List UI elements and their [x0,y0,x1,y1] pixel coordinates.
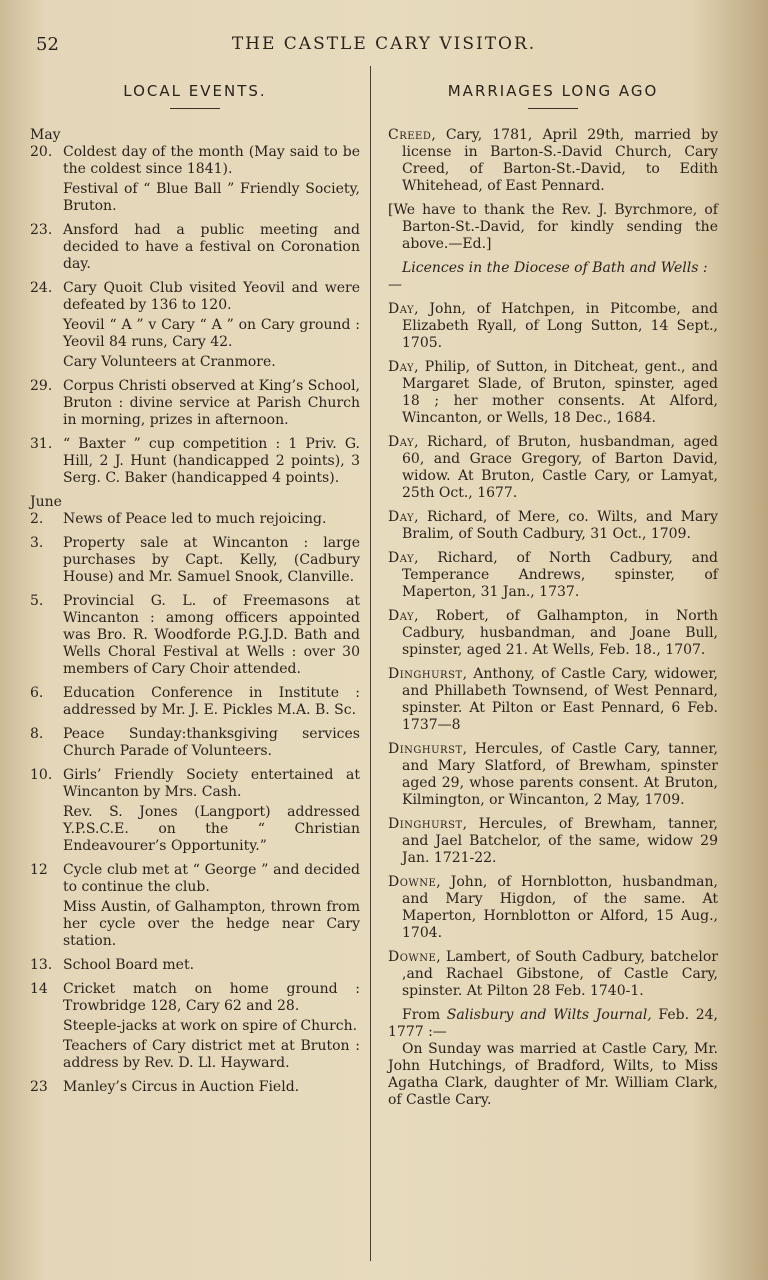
page-header [0,30,768,60]
events-list [30,127,360,1096]
from-source-line [388,1007,718,1041]
event-day: 24. [30,280,53,296]
column-divider [370,66,371,1261]
from-prefix: From [402,1007,447,1023]
event-item [30,280,360,371]
sunday-marriage: On Sunday was married at Castle Cary, Mr. John Hutchings, of Bradford, Wilts, to Miss Agatha Clark, daughter of Mr. William Clark, of Castle Cary. [388,1041,718,1108]
entry-text: , Philip, of Sutton, in Ditcheat, gent., and Margaret Slade, of Bruton, spinster, aged 18 ; her mother consents. At Alford, Wincanton, or Wells, 18 Dec., 1684. [402,359,718,426]
event-text [63,862,360,950]
entry-text: , Lambert, of South Cadbury, batchelor ,and Rachael Gibstone, of Castle Cary, spinster. At Pilton 28 Feb. 1740-1. [402,949,718,999]
event-line: Manley’s Circus in Auction Field. [63,1079,300,1095]
event-line: Education Conference in Institute : addressed by Mr. J. E. Pickles M.A. B. Sc. [63,685,360,718]
event-line: Yeovil “ A ” v Cary “ A ” on Cary ground : Yeovil 84 runs, Cary 42. [63,317,360,350]
event-text [63,436,360,487]
entry-surname: Creed [388,127,432,143]
event-line: Festival of “ Blue Ball ” Friendly Society, Bruton. [63,181,360,214]
local-events-column [30,72,360,1103]
event-day: 2. [30,511,44,527]
event-day: 8. [30,726,44,742]
entry-text: , Hercules, of Castle Cary, tanner, and Mary Slatford, of Brewham, spinster aged 29, whose parents consent. At Bruton, Kilmington, or Wincanton, 2 May, 1709. [402,741,718,808]
creed-entry [388,127,718,195]
event-day: 3. [30,535,44,551]
entry-text: , Robert, of Galhampton, in North Cadbury, husbandman, and Joane Bull, spinster, aged 21. At Wells, Feb. 18., 1707. [402,608,718,658]
event-text [63,144,360,215]
event-text [63,981,360,1072]
event-item [30,593,360,678]
entry-surname: Downe [388,949,437,965]
event-day: 5. [30,593,44,609]
event-day: 20. [30,144,53,160]
entry-surname: Dinghurst [388,741,463,757]
entry-surname: Day [388,301,415,317]
event-line: Cary Quoit Club visited Yeovil and were defeated by 136 to 120. [63,280,360,313]
marriage-entry [388,741,718,809]
marriage-entry [388,949,718,1000]
marriage-entry [388,550,718,601]
event-day: 23. [30,222,53,238]
event-text [63,593,360,678]
event-text [63,535,360,586]
event-item [30,378,360,429]
marriage-entry [388,301,718,352]
licences-heading: Licences in the Diocese of Bath and Wells :— [388,260,708,293]
event-line: Coldest day of the month (May said to be the coldest since 1841). [63,144,360,177]
entry-text: , Anthony, of Castle Cary, widower, and Phillabeth Townsend, of West Pennard, spinster. At Pilton or East Pennard, 6 Feb. 1737—8 [402,666,718,733]
journal-date: Feb. 24, 1777 :— [388,1007,719,1040]
entry-surname: Day [388,434,415,450]
marriage-entry [388,666,718,734]
marriages-title: MARRIAGES LONG AGO [447,82,659,100]
event-day: 29. [30,378,53,394]
event-day: 6. [30,685,44,701]
marriages-column [388,72,718,1109]
event-item [30,862,360,950]
event-text [63,726,360,760]
event-line: Property sale at Wincanton : large purchases by Capt. Kelly, (Cadbury House) and Mr. Samuel Snook, Clanville. [63,535,360,585]
event-text [63,767,360,855]
entry-text: , Richard, of North Cadbury, and Temperance Andrews, spinster, of Maperton, 31 Jan., 1737. [402,550,718,600]
entry-surname: Day [388,608,415,624]
marriage-entry [388,434,718,502]
entry-text: , Richard, of Bruton, husbandman, aged 60, and Grace Gregory, of Barton David, widow. At Bruton, Castle Cary, or Lamyat, 25th Oct., 1677. [402,434,718,501]
event-line: Girls’ Friendly Society entertained at Wincanton by Mrs. Cash. [63,767,360,800]
running-title: THE CASTLE CARY VISITOR. [231,34,537,54]
entry-text: , Hercules, of Brewham, tanner, and Jael Batchelor, of the same, widow 29 Jan. 1721-22. [402,816,718,866]
event-line: Cary Volunteers at Cranmore. [63,354,276,370]
marriage-entries [388,301,718,1000]
event-line: Miss Austin, of Galhampton, thrown from her cycle over the hedge near Cary station. [63,899,360,949]
event-line: Ansford had a public meeting and decided to have a festival on Coronation day. [63,222,360,272]
event-line: Provincial G. L. of Freemasons at Wincanton : among officers appointed was Bro. R. Woodforde P.G.J.D. Bath and Wells Choral Festival at Wells : over 30 members of Cary Choir attended. [63,593,360,677]
entry-text: , Richard, of Mere, co. Wilts, and Mary Bralim, of South Cadbury, 31 Oct., 1709. [402,509,718,542]
title-rule [170,108,220,109]
event-text [63,1079,360,1096]
event-item [30,511,360,528]
month-heading: June [30,494,62,510]
event-line: Rev. S. Jones (Langport) addressed Y.P.S.C.E. on the “ Christian Endeavourer’s Opportunity.” [63,804,360,854]
event-line: Cricket match on home ground : Trowbridge 128, Cary 62 and 28. [63,981,360,1014]
event-item [30,957,360,974]
marriage-entry [388,509,718,543]
event-item [30,535,360,586]
event-item [30,685,360,719]
entry-text: , John, of Hatchpen, in Pitcombe, and Elizabeth Ryall, of Long Sutton, 14 Sept., 1705. [402,301,718,351]
entry-text: , John, of Hornblotton, husbandman, and Mary Higdon, of the same. At Maperton, Hornblotton or Alford, 15 Aug., 1704. [402,874,718,941]
event-text [63,511,360,528]
marriage-entry [388,608,718,659]
event-text [63,280,360,371]
marriage-entry [388,874,718,942]
event-day: 14 [30,981,48,997]
entry-surname: Downe [388,874,437,890]
event-text [63,378,360,429]
event-day: 12 [30,862,48,878]
event-text [63,957,360,974]
event-line: School Board met. [63,957,195,973]
entry-text: , Cary, 1781, April 29th, married by license in Barton-S.-David Church, Cary Creed, of Barton-St.-David, to Edith Whitehead, of East Pennard. [402,127,718,194]
event-day: 31. [30,436,53,452]
event-item [30,144,360,215]
event-item [30,981,360,1072]
event-item [30,767,360,855]
page-number: 52 [36,34,59,55]
event-day: 10. [30,767,53,783]
month-heading: May [30,127,61,143]
entry-surname: Dinghurst [388,666,463,682]
event-line: “ Baxter ” cup competition : 1 Priv. G. Hill, 2 J. Hunt (handicapped 2 points), 3 Serg. C. Baker (handicapped 4 points). [63,436,360,486]
entry-surname: Day [388,509,415,525]
event-text [63,685,360,719]
entry-surname: Dinghurst [388,816,463,832]
local-events-title: LOCAL EVENTS. [123,82,267,100]
event-item [30,436,360,487]
event-day: 13. [30,957,53,973]
event-line: Corpus Christi observed at King’s School, Bruton : divine service at Parish Church in morning, prizes in afternoon. [63,378,360,428]
event-day: 23 [30,1079,48,1095]
event-item [30,1079,360,1096]
thanks-note: [We have to thank the Rev. J. Byrchmore, of Barton-St.-David, for kindly sending the above.—Ed.] [388,202,718,252]
marriage-entry [388,816,718,867]
event-item [30,726,360,760]
event-item [30,222,360,273]
entry-surname: Day [388,359,415,375]
title-rule [528,108,578,109]
event-line: Steeple-jacks at work on spire of Church. [63,1018,358,1034]
journal-name: Salisbury and Wilts Journal, [446,1007,652,1023]
event-line: Cycle club met at “ George ” and decided to continue the club. [63,862,360,895]
event-line: News of Peace led to much rejoicing. [63,511,327,527]
event-line: Teachers of Cary district met at Bruton : address by Rev. D. Ll. Hayward. [63,1038,360,1071]
marriage-entry [388,359,718,427]
entry-surname: Day [388,550,415,566]
event-line: Peace Sunday:thanksgiving services Church Parade of Volunteers. [63,726,360,759]
event-text [63,222,360,273]
